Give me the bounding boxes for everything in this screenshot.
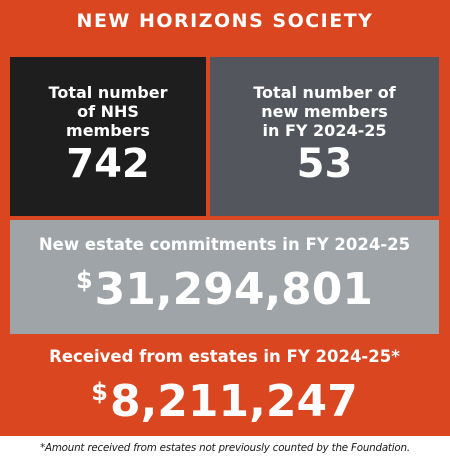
new-members-box [210, 57, 439, 216]
estate-commitments-value: 31,294,801 [94, 264, 374, 315]
received-from-estates-box [10, 338, 439, 432]
currency-symbol: $ [91, 378, 108, 406]
received-from-estates-label: Received from estates in FY 2024-25* [49, 347, 400, 366]
page-title: NEW HORIZONS SOCIETY [76, 10, 374, 32]
label-line: new members [261, 102, 388, 121]
estate-commitments-box [10, 220, 439, 334]
new-members-label [210, 57, 439, 140]
received-from-estates-amount [10, 368, 439, 426]
label-line: Total number [48, 83, 168, 102]
currency-symbol: $ [75, 266, 93, 294]
received-from-estates-value: 8,211,247 [109, 376, 358, 427]
total-members-label [10, 57, 206, 140]
total-members-box [10, 57, 206, 216]
total-members-value: 742 [66, 141, 150, 187]
estate-commitments-amount [10, 256, 439, 314]
new-members-value: 53 [296, 141, 353, 187]
label-line: of NHS [77, 102, 139, 121]
label-line: in FY 2024-25 [262, 121, 387, 140]
label-line: members [66, 121, 150, 140]
label-line: Total number of [253, 83, 396, 102]
estate-commitments-label: New estate commitments in FY 2024-25 [38, 235, 411, 254]
footnote: *Amount received from estates not previously counted by the Foundation. [40, 442, 410, 454]
